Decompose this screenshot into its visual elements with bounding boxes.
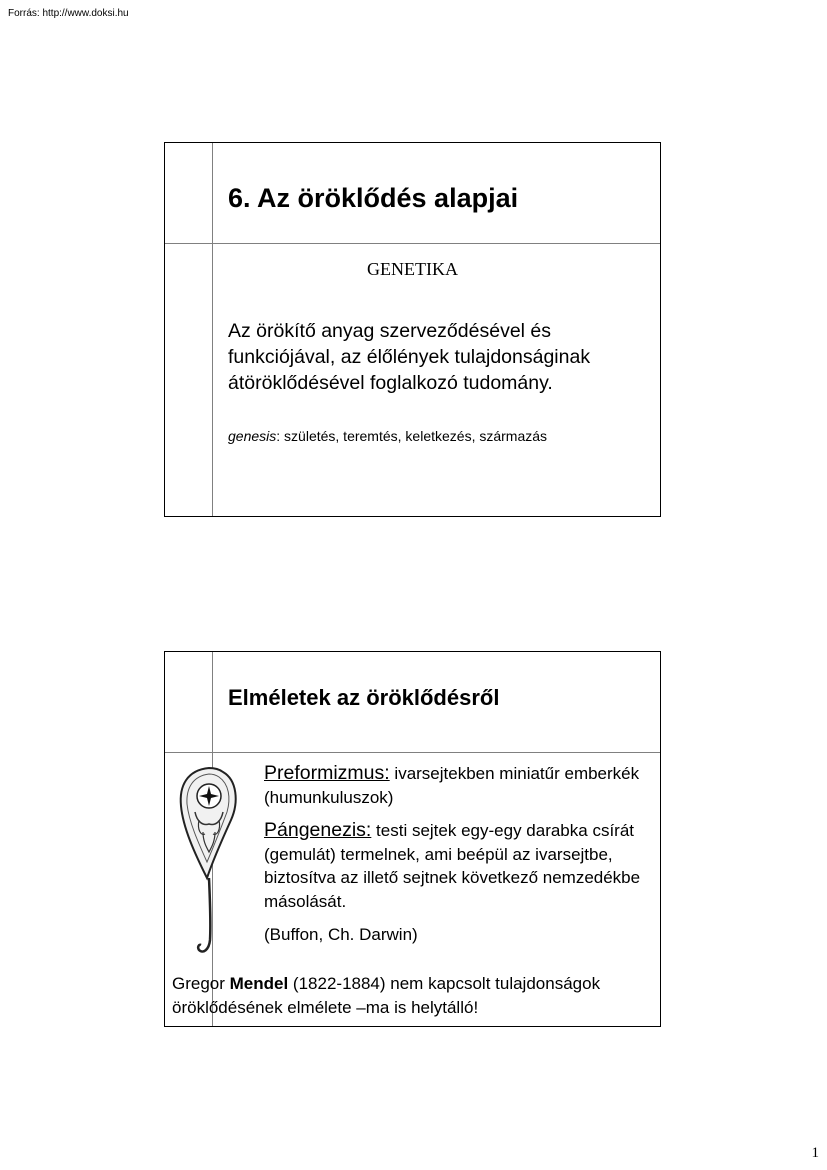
mendel-name: Mendel [229,974,289,993]
source-line: Forrás: http://www.doksi.hu [8,8,129,19]
slide-title: Elméletek az öröklődésről [228,685,500,710]
theory-description: ivarsejtekben miniatűr emberkék (humunkuluszok) [264,764,640,807]
slide-vertical-rule [212,143,213,516]
slide-horizontal-rule [165,243,660,244]
slide-title: 6. Az öröklődés alapjai [228,183,519,213]
etymology-meaning: : születés, teremtés, keletkezés, származás [276,428,548,444]
slide-genetics-basics [164,142,661,517]
definition-text: Az örökítő anyag szerveződésével és funkciójával, az élőlények tulajdonságinak átöröklődésével foglalkozó tudomány. [228,320,591,394]
etymology-text [228,428,547,444]
theory-name: Pángenezis: [264,819,372,841]
attribution: (Buffon, Ch. Darwin) [264,925,418,944]
theories-list [264,762,654,947]
theory-description: testi sejtek egy-egy darabka csírát (gemulát) termelnek, ami beépül az ivarsejtbe, biztosítva az illető sejtnek következő nemzedékbe másolását. [264,821,641,911]
mendel-prefix: Gregor [172,974,230,993]
homunculus-illustration [173,762,245,962]
mendel-note [172,972,659,1020]
etymology-term: genesis [228,428,277,444]
page-number: 1 [811,1145,819,1161]
slide-heredity-theories [164,651,661,1027]
slide-horizontal-rule [165,752,660,753]
theory-name: Preformizmus: [264,762,390,784]
mendel-text: (1822-1884) nem kapcsolt tulajdonságok öröklődésének elmélete –ma is helytálló! [172,974,601,1017]
theory-preformism [264,762,654,809]
theory-pangenesis [264,819,654,913]
slide-subtitle: GENETIKA [367,259,458,279]
